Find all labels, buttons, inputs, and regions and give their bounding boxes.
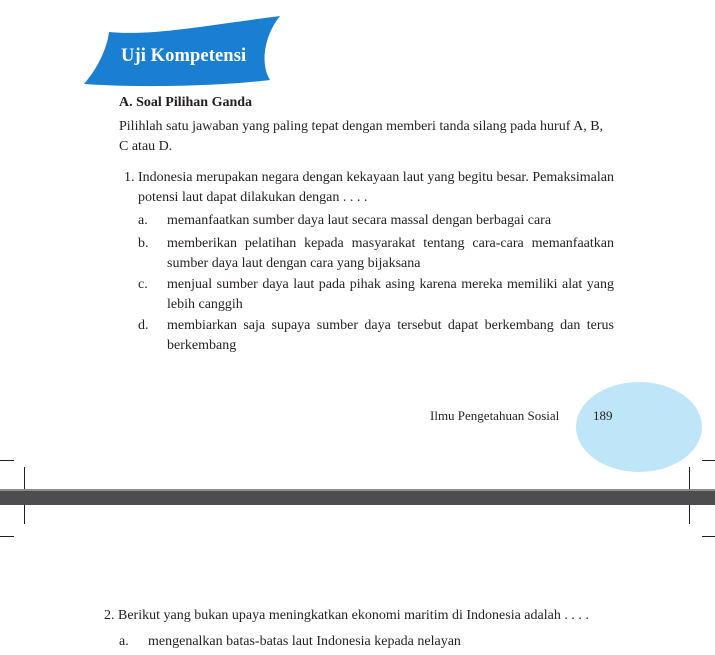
section-heading: A. Soal Pilihan Ganda [119, 95, 253, 110]
crop-mark [0, 536, 14, 537]
question-2-option-a-text: mengenalkan batas-batas laut Indonesia kepada nelayan [148, 634, 461, 649]
question-1-number: 1. [124, 170, 135, 185]
option-c-text: menjual sumber daya laut pada pihak asing karena mereka memiliki alat yang lebih canggih [167, 277, 614, 312]
option-d-text: membiarkan saja supaya sumber daya tersebut dapat berkembang dan terus berkembang [167, 318, 614, 353]
crop-mark [702, 536, 715, 537]
question-2-option-a-letter: a. [119, 634, 129, 649]
option-c-letter: c. [138, 277, 148, 292]
instructions-text: Pilihlah satu jawaban yang paling tepat dengan memberi tanda silang pada huruf A, B, C atau D. [119, 119, 604, 154]
page-separator [0, 491, 715, 505]
option-a-letter: a. [138, 213, 148, 228]
crop-mark [0, 460, 14, 461]
question-1-text: Indonesia merupakan negara dengan kekayaan laut yang begitu besar. Pemaksimalan potensi laut dapat dilakukan dengan . . . . [138, 170, 614, 205]
crop-mark [689, 505, 690, 524]
footer-subject: Ilmu Pengetahuan Sosial [430, 408, 560, 423]
page-number-circle [576, 382, 702, 472]
banner-title: Uji Kompetensi [121, 46, 247, 66]
option-d-letter: d. [138, 318, 149, 333]
option-a-text: memanfaatkan sumber daya laut secara massal dengan berbagai cara [167, 213, 552, 228]
crop-mark [702, 460, 715, 461]
option-b-letter: b. [138, 236, 149, 251]
crop-mark [24, 467, 25, 491]
option-b-text: memberikan pelatihan kepada masyarakat tentang cara-cara memanfaatkan sumber daya laut dengan cara yang bijaksana [167, 236, 614, 271]
question-2-text: 2. Berikut yang bukan upaya meningkatkan ekonomi maritim di Indonesia adalah . . . . [104, 608, 589, 623]
page-number: 189 [593, 408, 613, 423]
crop-mark [689, 467, 690, 491]
crop-mark [24, 505, 25, 524]
